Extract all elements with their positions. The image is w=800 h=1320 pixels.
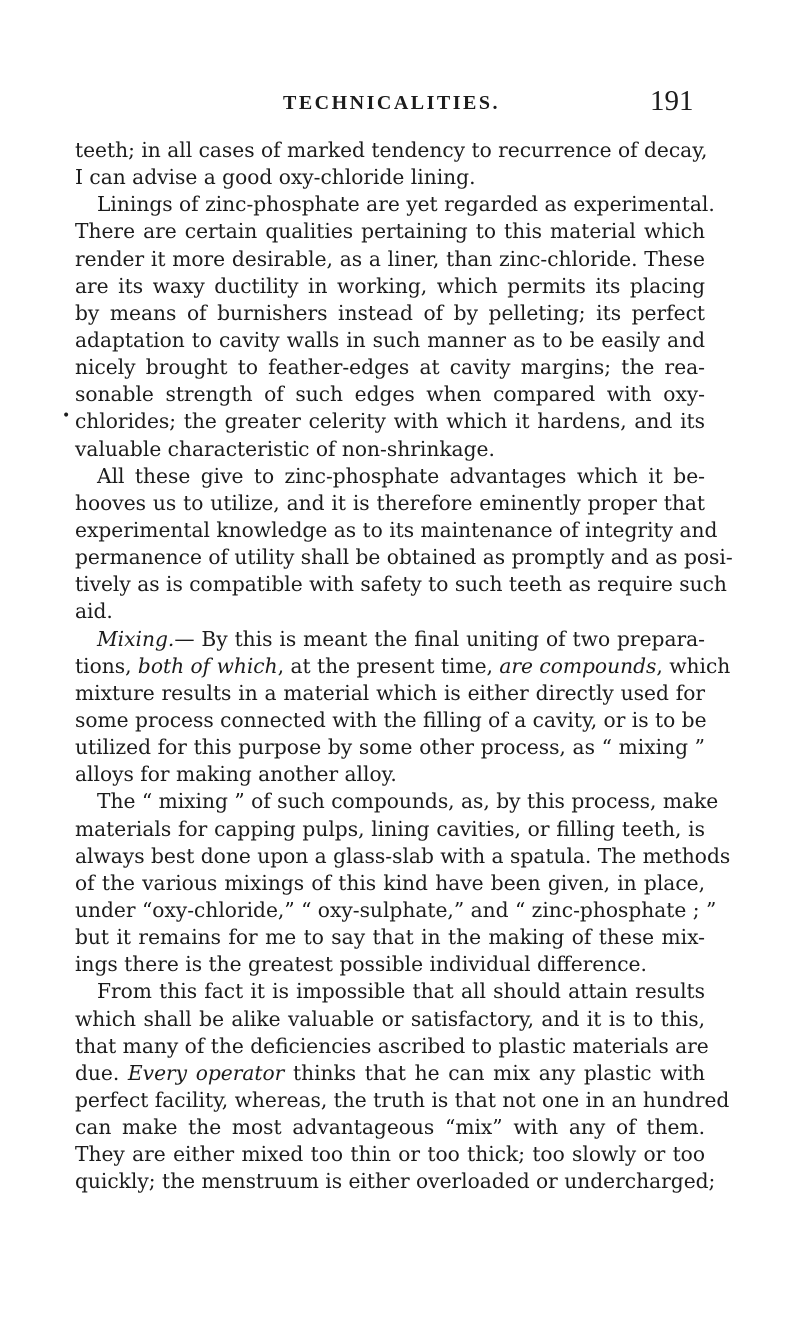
text-line: materials for capping pulps, lining cavities, or filling teeth, is [75, 816, 705, 841]
text-line: some process connected with the filling of a cavity, or is to be [75, 707, 707, 732]
text-line: tively as is compatible with safety to such teeth as require such [75, 572, 727, 597]
text-line: ings there is the greatest possible individual difference. [75, 952, 647, 977]
text-line: permanence of utility shall be obtained as promptly and as posi- [75, 545, 733, 570]
text-line: They are either mixed too thin or too thick; too slowly or too [75, 1142, 705, 1167]
text-line: can make the most advantageous “mix” with any of them. [75, 1115, 705, 1140]
text-line: sonable strength of such edges when compared with oxy- [75, 382, 705, 407]
text-line: under “oxy-chloride,” “ oxy-sulphate,” and “ zinc-phosphate ; ” [75, 897, 717, 922]
italic-phrase: both of which [137, 653, 278, 678]
text-line: Linings of zinc-phosphate are yet regarded as experimental. [97, 192, 715, 217]
text-line: I can advise a good oxy-chloride lining. [75, 165, 476, 190]
italic-phrase: Mixing. [97, 626, 175, 651]
running-title: TECHNICALITIES. [283, 92, 501, 114]
text-line: always best done upon a glass-slab with a spatula. The methods [75, 843, 731, 868]
text-run: , which [656, 653, 731, 678]
text-line: by means of burnishers instead of by pelleting; its perfect [75, 300, 705, 325]
text-line: adaptation to cavity walls in such manner as to be easily and [75, 327, 705, 352]
text-line: but it remains for me to say that in the making of these mix- [75, 925, 705, 950]
text-line: From this fact it is impossible that all should attain results [97, 979, 705, 1004]
text-run: due. [75, 1060, 128, 1085]
text-run: — By this is meant the final uniting of two prepara- [174, 626, 705, 651]
text-line: chlorides; the greater celerity with which it hardens, and its [75, 409, 705, 434]
text-line [75, 653, 731, 680]
text-line: utilized for this purpose by some other process, as “ mixing ” [75, 735, 705, 760]
text-line: The “ mixing ” of such compounds, as, by this process, make [97, 789, 719, 814]
body-text [75, 137, 733, 1195]
text-line [75, 626, 705, 653]
text-line: All these give to zinc-phosphate advantages which it be- [97, 463, 705, 488]
text-line: alloys for making another alloy. [75, 762, 397, 787]
text-line: nicely brought to feather-edges at cavity margins; the rea- [75, 355, 705, 380]
text-line: teeth; in all cases of marked tendency to recurrence of decay, [75, 138, 708, 162]
text-run: , at the present time, [277, 653, 500, 678]
text-line: that many of the deficiencies ascribed to plastic materials are [75, 1033, 709, 1058]
text-run: thinks that he can mix any plastic with [284, 1060, 705, 1085]
page-number: 191 [650, 85, 694, 117]
italic-phrase: are compounds [499, 653, 657, 678]
text-line: There are certain qualities pertaining to this material which [75, 219, 705, 244]
text-line: render it more desirable, as a liner, than zinc-chloride. These [75, 246, 705, 271]
text-line: are its waxy ductility in working, which permits its placing [75, 273, 705, 298]
text-line: perfect facility, whereas, the truth is that not one in an hundred [75, 1087, 730, 1112]
margin-mark: • [62, 408, 71, 424]
text-line: mixture results in a material which is either directly used for [75, 680, 705, 705]
italic-phrase: Every operator [127, 1060, 285, 1085]
text-line: which shall be alike valuable or satisfactory, and it is to this, [75, 1006, 705, 1031]
text-line: valuable characteristic of non-shrinkage. [75, 436, 495, 461]
text-line: aid. [75, 599, 113, 624]
text-line: experimental knowledge as to its maintenance of integrity and [75, 517, 718, 542]
text-line: of the various mixings of this kind have been given, in place, [75, 870, 705, 895]
text-line: quickly; the menstruum is either overloaded or undercharged; [75, 1169, 716, 1194]
text-line [75, 1060, 705, 1087]
text-line: hooves us to utilize, and it is therefore eminently proper that [75, 490, 705, 515]
text-run: tions, [75, 653, 138, 678]
